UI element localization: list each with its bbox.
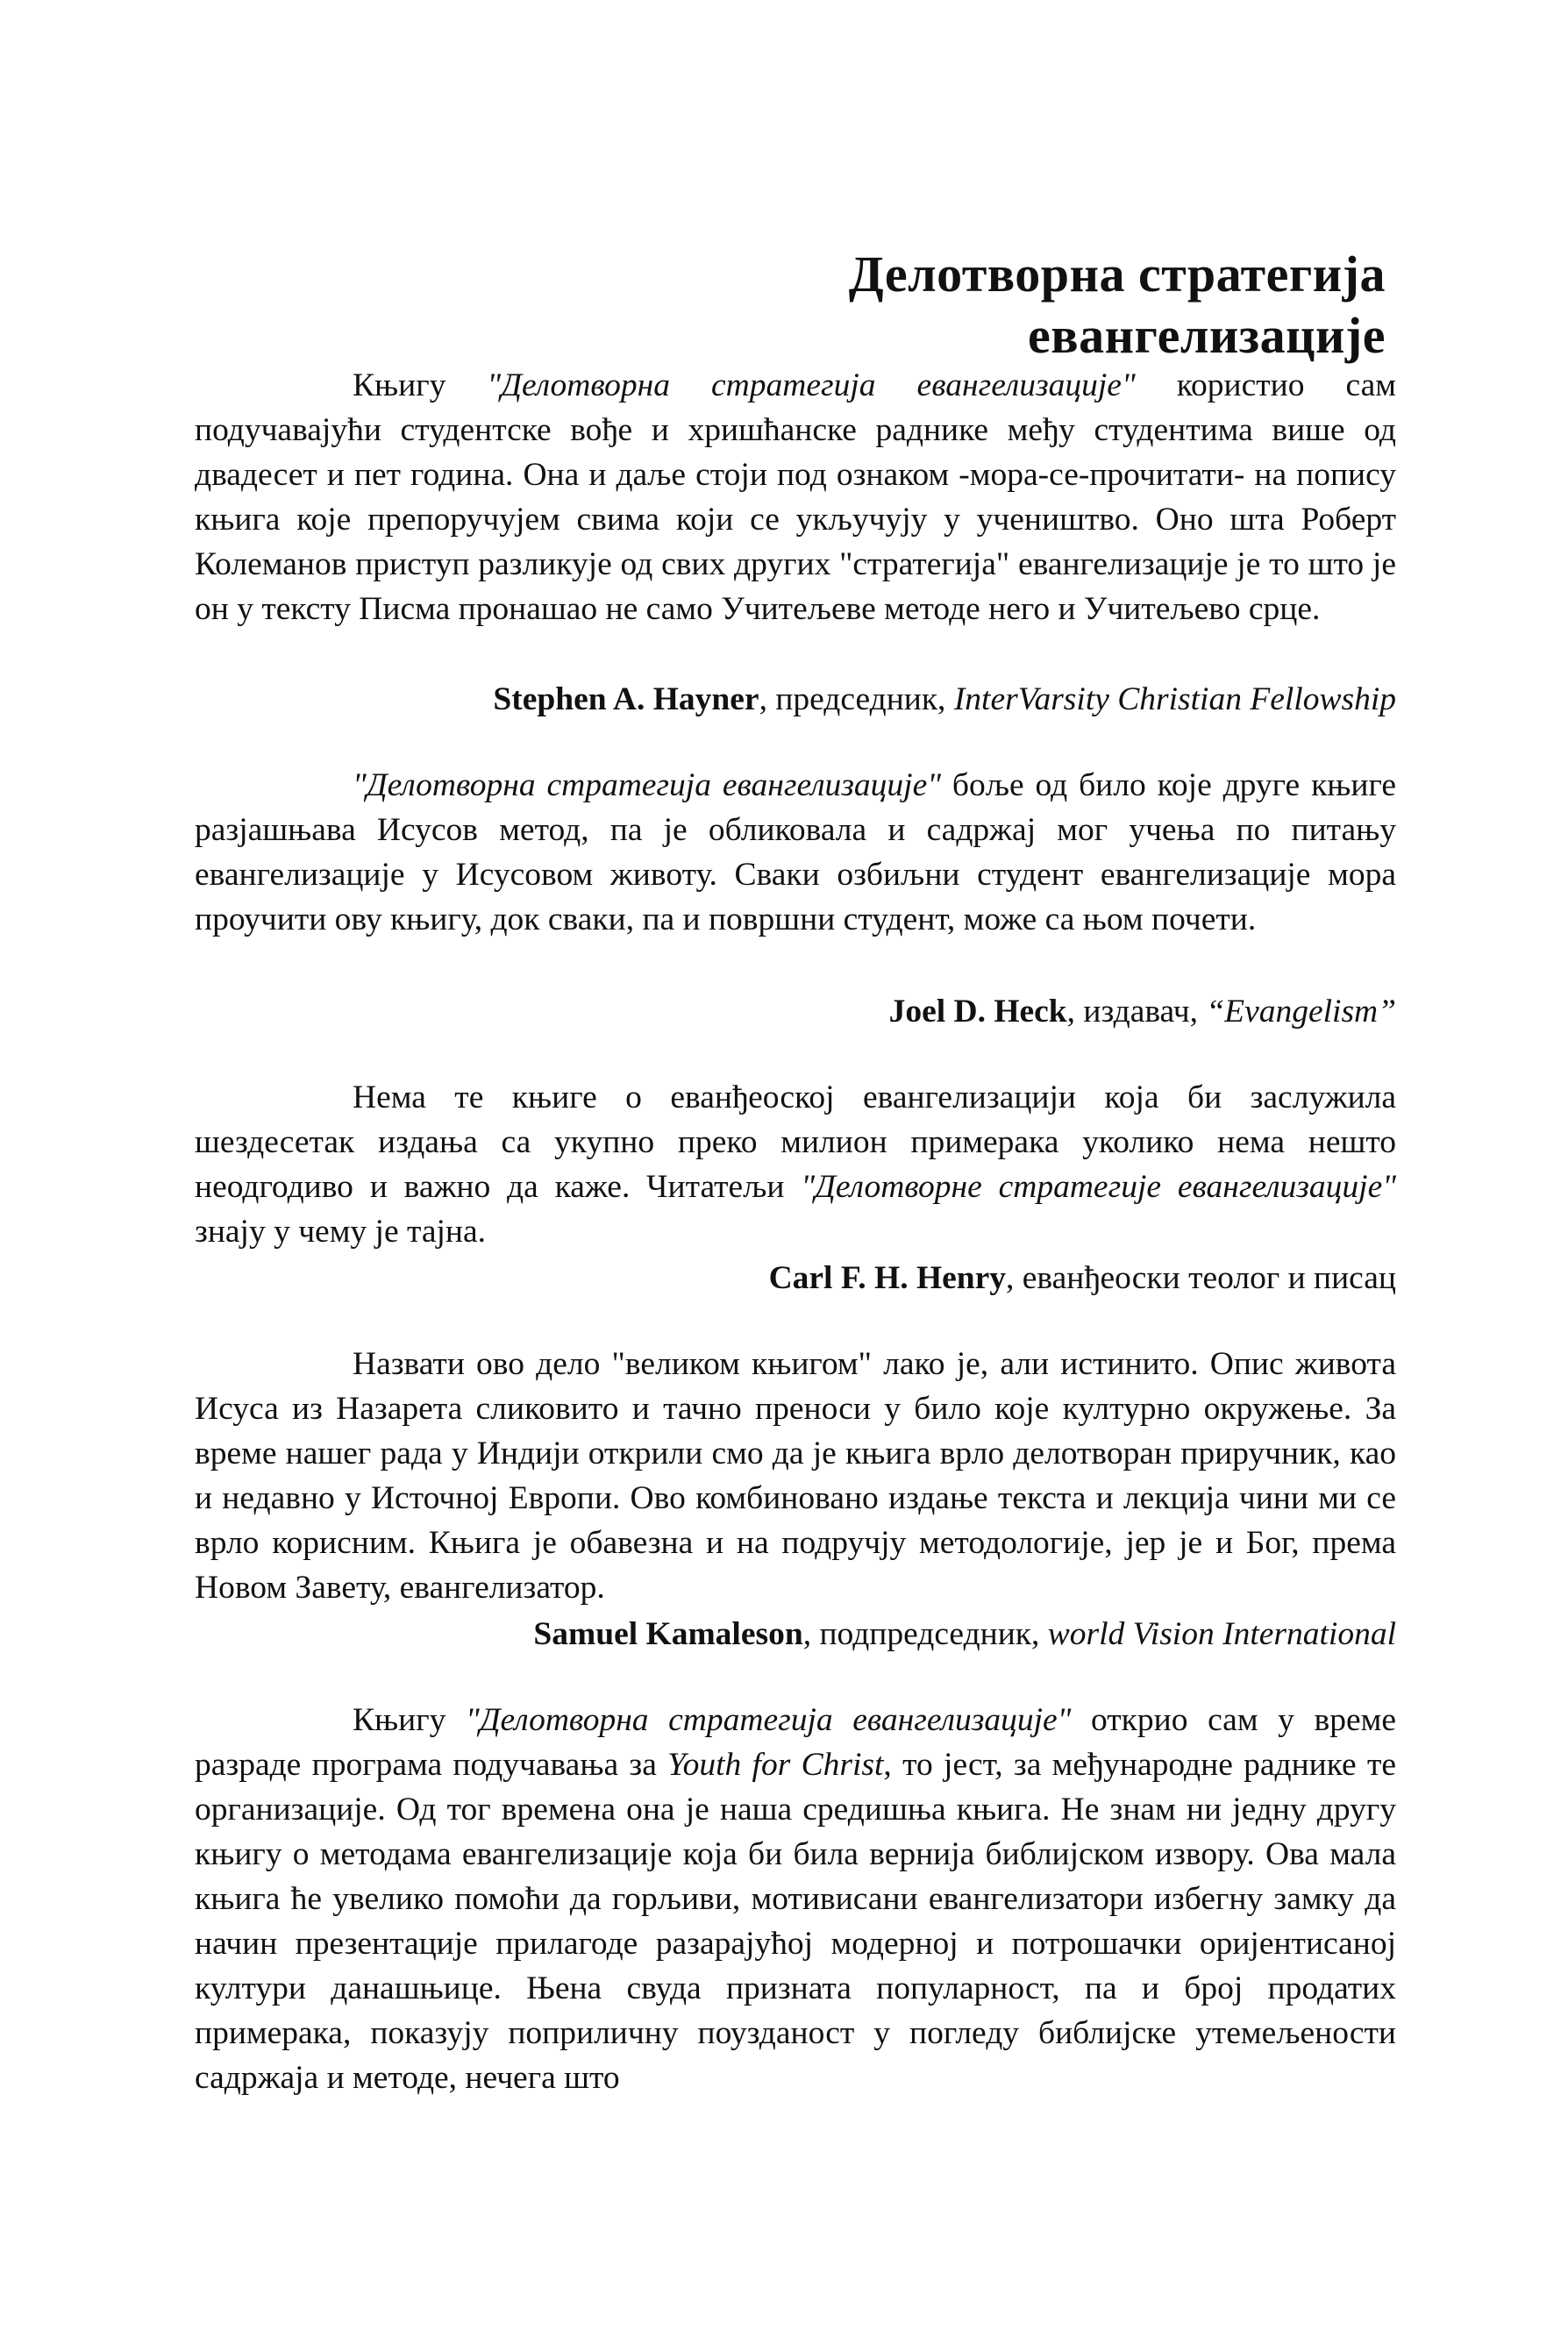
- author-name: Joel D. Heck: [888, 994, 1067, 1030]
- page-title: Делотворна стратегија евангелизације: [848, 246, 1386, 364]
- author-organization: “Evangelism”: [1206, 994, 1396, 1030]
- attribution-3: [195, 1256, 1396, 1300]
- organization-inline: Youth for Christ: [667, 1747, 884, 1783]
- endorsement-text: Назвати ово дело "великом књигом" лако је, али истинито. Опис живота Исуса из Назарета сликовито и тачно преноси у било које културно окружење. За време нашег рада у Индији открили смо да је књига врло делотворан приручник, као и недавно у Источној Европи. Ово комбиновано издање текста и лекција чини ми се врло корисним. Књига је обавезна и на подручју методологије, јер је и Бог, према Новом Завету, евангелизатор.: [195, 1346, 1396, 1606]
- attribution-4: [195, 1612, 1396, 1657]
- attribution-1: [195, 677, 1396, 722]
- endorsement-3: [195, 1075, 1396, 1254]
- author-role: , председник,: [759, 681, 954, 717]
- endorsement-2: [195, 763, 1396, 942]
- endorsement-4: [195, 1342, 1396, 1610]
- author-role: , подпредседник,: [802, 1616, 1048, 1652]
- author-name: Stephen A. Hayner: [493, 681, 759, 717]
- endorsement-1: [195, 363, 1396, 631]
- author-role: , издавач,: [1066, 994, 1207, 1030]
- author-name: Carl F. H. Henry: [768, 1260, 1007, 1296]
- book-title-quote: "Делотворне стратегије евангелизације": [801, 1169, 1396, 1205]
- author-role: , еванђеоски теолог и писац: [1006, 1260, 1396, 1296]
- endorsement-text: "Делотворна стратегија евангелизације" боље од било које друге књиге разјашњава Исусов метод, па је обликовала и садржај мог учења по питању евангелизације у Исусовом животу. Сваки озбиљни студент евангелизације мора проучити ову књигу, док сваки, па и површни студент, може са њом почети.: [195, 767, 1397, 937]
- endorsement-text: Књигу "Делотворна стратегија евангелизације" открио сам у време разраде програма подучавања за Youth for Christ, то јест, за међународне раднике те организације. Од тог времена она је наша средишња књига. Не знам ни једну другу књигу о методама евангелизације која би била верниjа библијском извору. Ова мала књига ће увелико помоћи да горљиви, мотивисани евангелизатори избегну замку да начин презентације прилагоде разарајућој модерној и потрошачки оријентисаној култури данашњице. Њена свуда призната популарност, па и број продатих примерака, показују поприличну поузданост у погледу библијске утемељености садржаја и методе, нечега што: [195, 1702, 1397, 2096]
- book-title-quote: "Делотворна стратегија евангелизације": [487, 367, 1136, 403]
- endorsement-text: Нема те књиге о еванђеоској евангелизацији која би заслужила шездесетак издања са укупно преко милион примерака уколико нема нешто неодгодиво и важно да каже. Читатељи "Делотворне стратегије евангелизације" знају у чему је тајна.: [195, 1079, 1396, 1250]
- book-title-quote: "Делотворна стратегија евангелизације": [353, 767, 941, 803]
- attribution-2: [195, 989, 1396, 1034]
- author-organization: world Vision International: [1047, 1616, 1396, 1652]
- author-organization: InterVarsity Christian Fellowship: [953, 681, 1396, 717]
- author-name: Samuel Kamaleson: [533, 1616, 803, 1652]
- book-title-quote: "Делотворна стратегија евангелизације": [465, 1702, 1072, 1738]
- endorsement-text: Књигу "Делотворна стратегија евангелизације" користио сам подучавајући студентске вође и хришћанске раднике међу студентима више од двадесет и пет година. Она и даље стоји под ознаком -мора-се-прочитати- на попису књига које препоручујем свима који се укључују у учеништво. Оно шта Роберт Колеманов приступ разликује од свих других "стратегија" евангелизације је то што је он у тексту Писма пронашао не само Учитељеве методе него и Учитељево срце.: [195, 367, 1396, 627]
- endorsement-5: [195, 1698, 1396, 2100]
